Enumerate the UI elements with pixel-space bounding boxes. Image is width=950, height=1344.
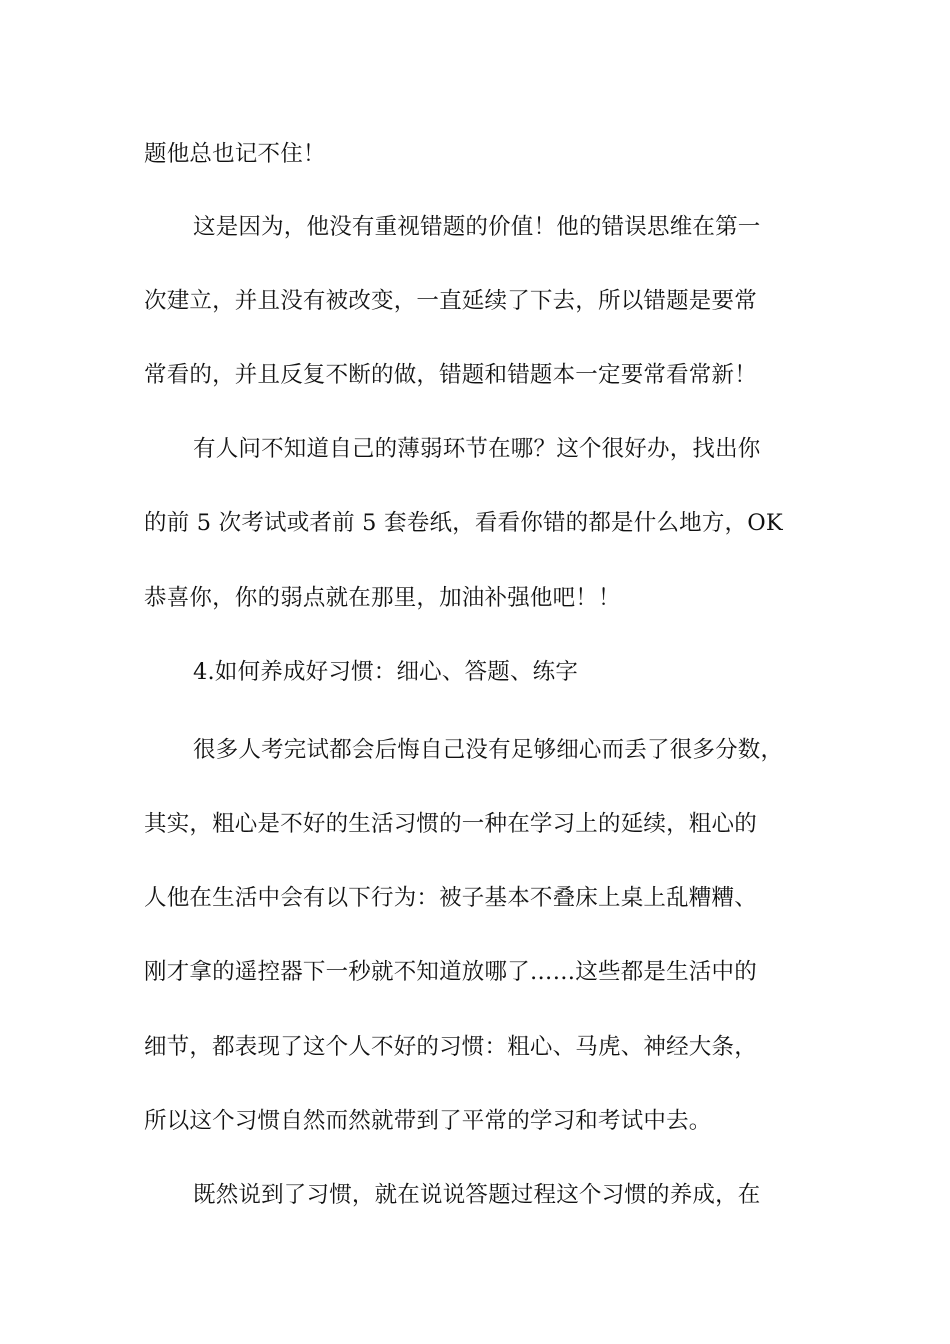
section-heading: 4.如何养成好习惯：细心、答题、练字 (193, 659, 579, 685)
paragraph-first-line: 这是因为，他没有重视错题的价值！他的错误思维在第一 (193, 214, 761, 240)
text-line: 人他在生活中会有以下行为：被子基本不叠床上桌上乱糟糟、 (144, 885, 757, 911)
text-line: 其实，粗心是不好的生活习惯的一种在学习上的延续，粗心的 (144, 811, 757, 837)
text-line: 恭喜你，你的弱点就在那里，加油补强他吧！！ (144, 585, 621, 611)
text-line: 的前 5 次考试或者前 5 套卷纸，看看你错的都是什么地方，OK (144, 510, 783, 536)
text-line: 所以这个习惯自然而然就带到了平常的学习和考试中去。 (144, 1108, 712, 1134)
text-line: 刚才拿的遥控器下一秒就不知道放哪了……这些都是生活中的 (144, 959, 757, 985)
text-line: 题他总也记不住！ (144, 141, 326, 167)
text-line: 细节，都表现了这个人不好的习惯：粗心、马虎、神经大条， (144, 1034, 757, 1060)
paragraph-first-line: 很多人考完试都会后悔自己没有足够细心而丢了很多分数， (193, 737, 784, 763)
paragraph-first-line: 既然说到了习惯，就在说说答题过程这个习惯的养成，在 (193, 1182, 761, 1208)
paragraph-first-line: 有人问不知道自己的薄弱环节在哪？这个很好办，找出你 (193, 436, 761, 462)
text-line: 常看的，并且反复不断的做，错题和错题本一定要常看常新！ (144, 362, 757, 388)
text-line: 次建立，并且没有被改变，一直延续了下去，所以错题是要常 (144, 288, 757, 314)
